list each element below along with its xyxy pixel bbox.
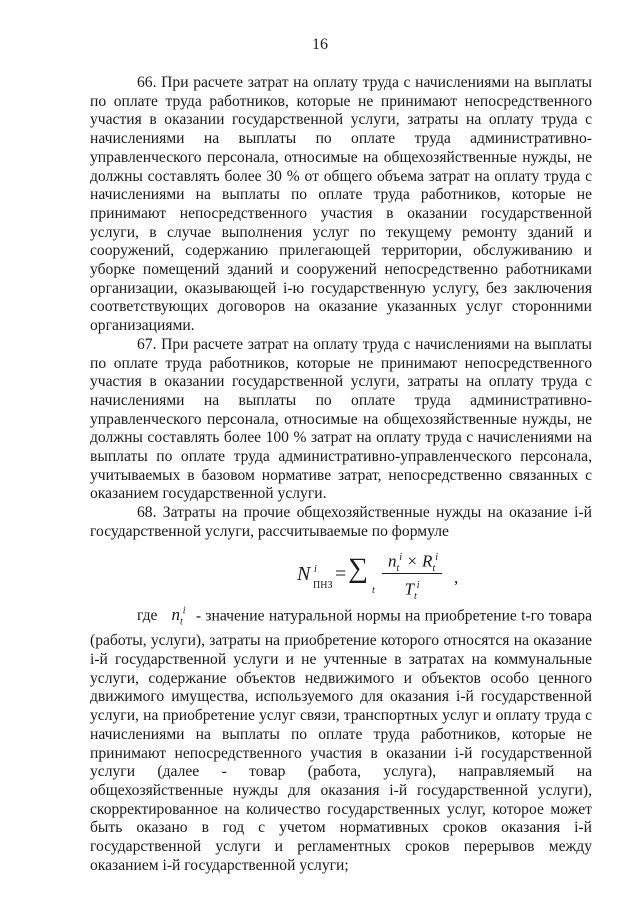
formula-numerator-n: n bbox=[388, 551, 397, 571]
formula-sum-index: t bbox=[372, 584, 375, 596]
definition-variable-symbol: n bbox=[171, 605, 180, 625]
formula-denominator-t-sup: i bbox=[416, 579, 420, 591]
formula-equals: = bbox=[335, 562, 347, 585]
formula-numerator-r-sup: i bbox=[435, 551, 438, 563]
formula-numerator-n-sub: t bbox=[396, 562, 400, 574]
definition-variable-sub: t bbox=[179, 616, 183, 628]
definition-paragraph bbox=[90, 603, 592, 876]
formula-denominator-t-sub: t bbox=[413, 590, 417, 602]
formula-numerator-r-sub: t bbox=[432, 562, 436, 574]
formula-numerator-n-sup: i bbox=[399, 551, 403, 563]
formula-lhs-subscript: ПНЗ bbox=[313, 579, 333, 591]
page-number: 16 bbox=[312, 36, 328, 53]
document-body bbox=[90, 74, 592, 875]
definition-variable bbox=[171, 605, 186, 628]
formula-times: × bbox=[402, 551, 423, 571]
formula-numerator bbox=[382, 549, 444, 579]
formula-denominator-t: T bbox=[404, 579, 414, 599]
paragraph-66: 66. При расчете затрат на оплату труда с начислениями на выплаты по оплате труда работников, которые не принимают непосредственного участия в оказании государственной услуги, затраты на оплату труда с начислениями на выплаты по оплате труда административно-управленческого персонала, относимые на общехозяйственные нужды, не должны составлять более 30 % от общего объема затрат на оплату труда с начислениями на выплаты по оплате труда работников, которые не принимают непосредственного участия в оказании государственной услуги, в случае выполнения услуг по текущему ремонту зданий и сооружений, содержанию прилегающей территории, обслуживанию и уборке помещений зданий и сооружений непосредственно работниками организации, оказывающей i-ю государственную услугу, без заключения соответствующих договоров на оказание указанных услуг сторонними организациями. bbox=[90, 74, 592, 335]
formula-lhs-superscript: i bbox=[314, 563, 317, 575]
where-word: где bbox=[137, 607, 158, 625]
formula-sum-symbol: ∑ bbox=[348, 552, 368, 584]
formula-trailing-comma: , bbox=[454, 567, 459, 587]
formula-n-pnz bbox=[90, 543, 592, 603]
definition-text: - значение натуральной нормы на приобретение t-го товара (работы, услуги), затраты на приобретение которого относятся на оказание i-й государственной услуги и не учтенные в затратах на коммунальные услуги, содержание объектов недвижимого и объектов особо ценного движимого имущества, используемого для оказания i-й государственной услуги, на приобретение услуг связи, транспортных услуг и оплату труда с начислениями на выплаты по оплате труда работников, которые не принимают непосредственного участия в оказании i-й государственной услуги (далее - товар (работа, услуга), направляемый на общехозяйственные нужды для оказания i-й государственной услуги), скорректированное на количество государственных услуг, которое может быть оказано в год с учетом нормативных сроков оказания i-й государственной услуги и регламентных сроков перерывов между оказанием i-й государственной услуги; bbox=[90, 607, 592, 874]
formula-fraction-line bbox=[382, 573, 442, 574]
definition-variable-sup: i bbox=[182, 605, 186, 617]
formula-lhs-symbol: N bbox=[297, 562, 311, 585]
formula-numerator-r: R bbox=[422, 551, 433, 571]
paragraph-67: 67. При расчете затрат на оплату труда с начислениями на выплаты по оплате труда работников, которые не принимают непосредственного участия в оказании государственной услуги, затраты на оплату труда с начислениями на выплаты по оплате труда административно-управленческого персонала, относимые на общехозяйственные нужды, не должны составлять более 100 % затрат на оплату труда с начислениями на выплаты по оплате труда административно-управленческого персонала, учитываемых в базовом нормативе затрат, непосредственно связанных с оказанием государственной услуги. bbox=[90, 335, 592, 503]
paragraph-68: 68. Затраты на прочие общехозяйственные нужды на оказание i-й государственной услуги, рассчитываемые по формуле bbox=[90, 504, 592, 540]
